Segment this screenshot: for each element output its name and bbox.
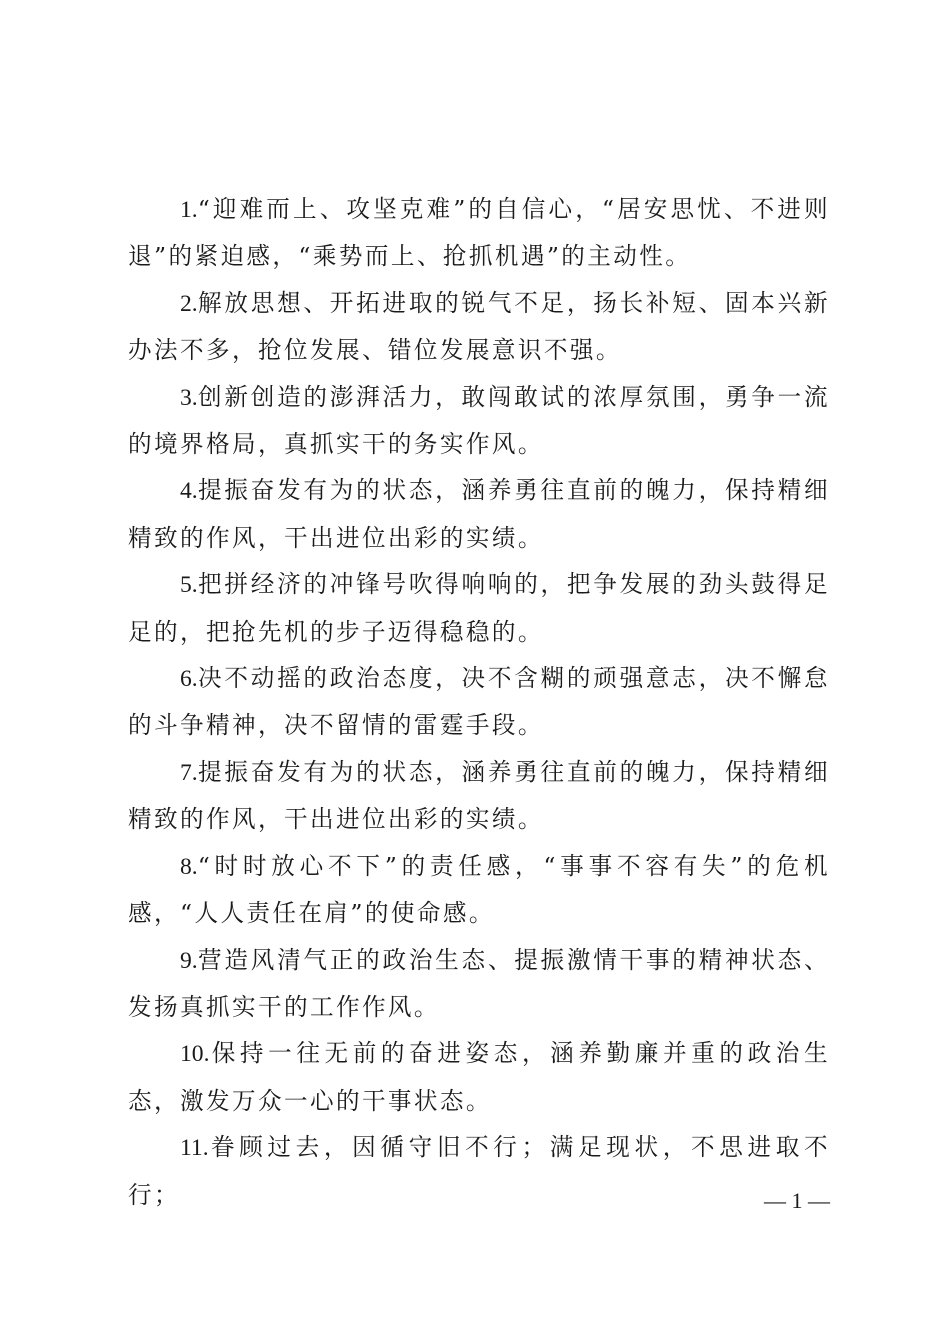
paragraph-6: 6.决不动摇的政治态度，决不含糊的顽强意志，决不懈怠的斗争精神，决不留情的雷霆手段。	[128, 664, 830, 740]
paragraph-8: 8.“时时放心不下”的责任感，“事事不容有失”的危机感，“人人责任在肩”的使命感。	[128, 851, 830, 928]
paragraph-4: 4.提振奋发有为的状态，涵养勇往直前的魄力，保持精细精致的作风，干出进位出彩的实绩。	[128, 476, 830, 552]
paragraph-2: 2.解放思想、开拓进取的锐气不足，扬长补短、固本兴新办法不多，抢位发展、错位发展意识不强。	[128, 288, 830, 365]
page-number: — 1 —	[764, 1188, 830, 1213]
paragraph-1: 1.“迎难而上、攻坚克难”的自信心，“居安思忧、不进则退”的紧迫感，“乘势而上、抢抓机遇”的主动性。	[128, 195, 830, 271]
paragraph-10: 10.保持一往无前的奋进姿态，涵养勤廉并重的政治生态，激发万众一心的干事状态。	[128, 1039, 830, 1115]
paragraph-11: 11.眷顾过去，因循守旧不行；满足现状，不思进取不行；	[128, 1133, 830, 1209]
paragraph-3: 3.创新创造的澎湃活力，敢闯敢试的浓厚氛围，勇争一流的境界格局，真抓实干的务实作风。	[128, 382, 830, 459]
paragraph-5: 5.把拼经济的冲锋号吹得响响的，把争发展的劲头鼓得足足的，把抢先机的步子迈得稳稳的。	[128, 570, 830, 646]
document-body	[128, 186, 830, 1218]
paragraph-7: 7.提振奋发有为的状态，涵养勇往直前的魄力，保持精细精致的作风，干出进位出彩的实绩。	[128, 757, 830, 834]
paragraph-9: 9.营造风清气正的政治生态、提振激情干事的精神状态、发扬真抓实干的工作作风。	[128, 945, 830, 1021]
